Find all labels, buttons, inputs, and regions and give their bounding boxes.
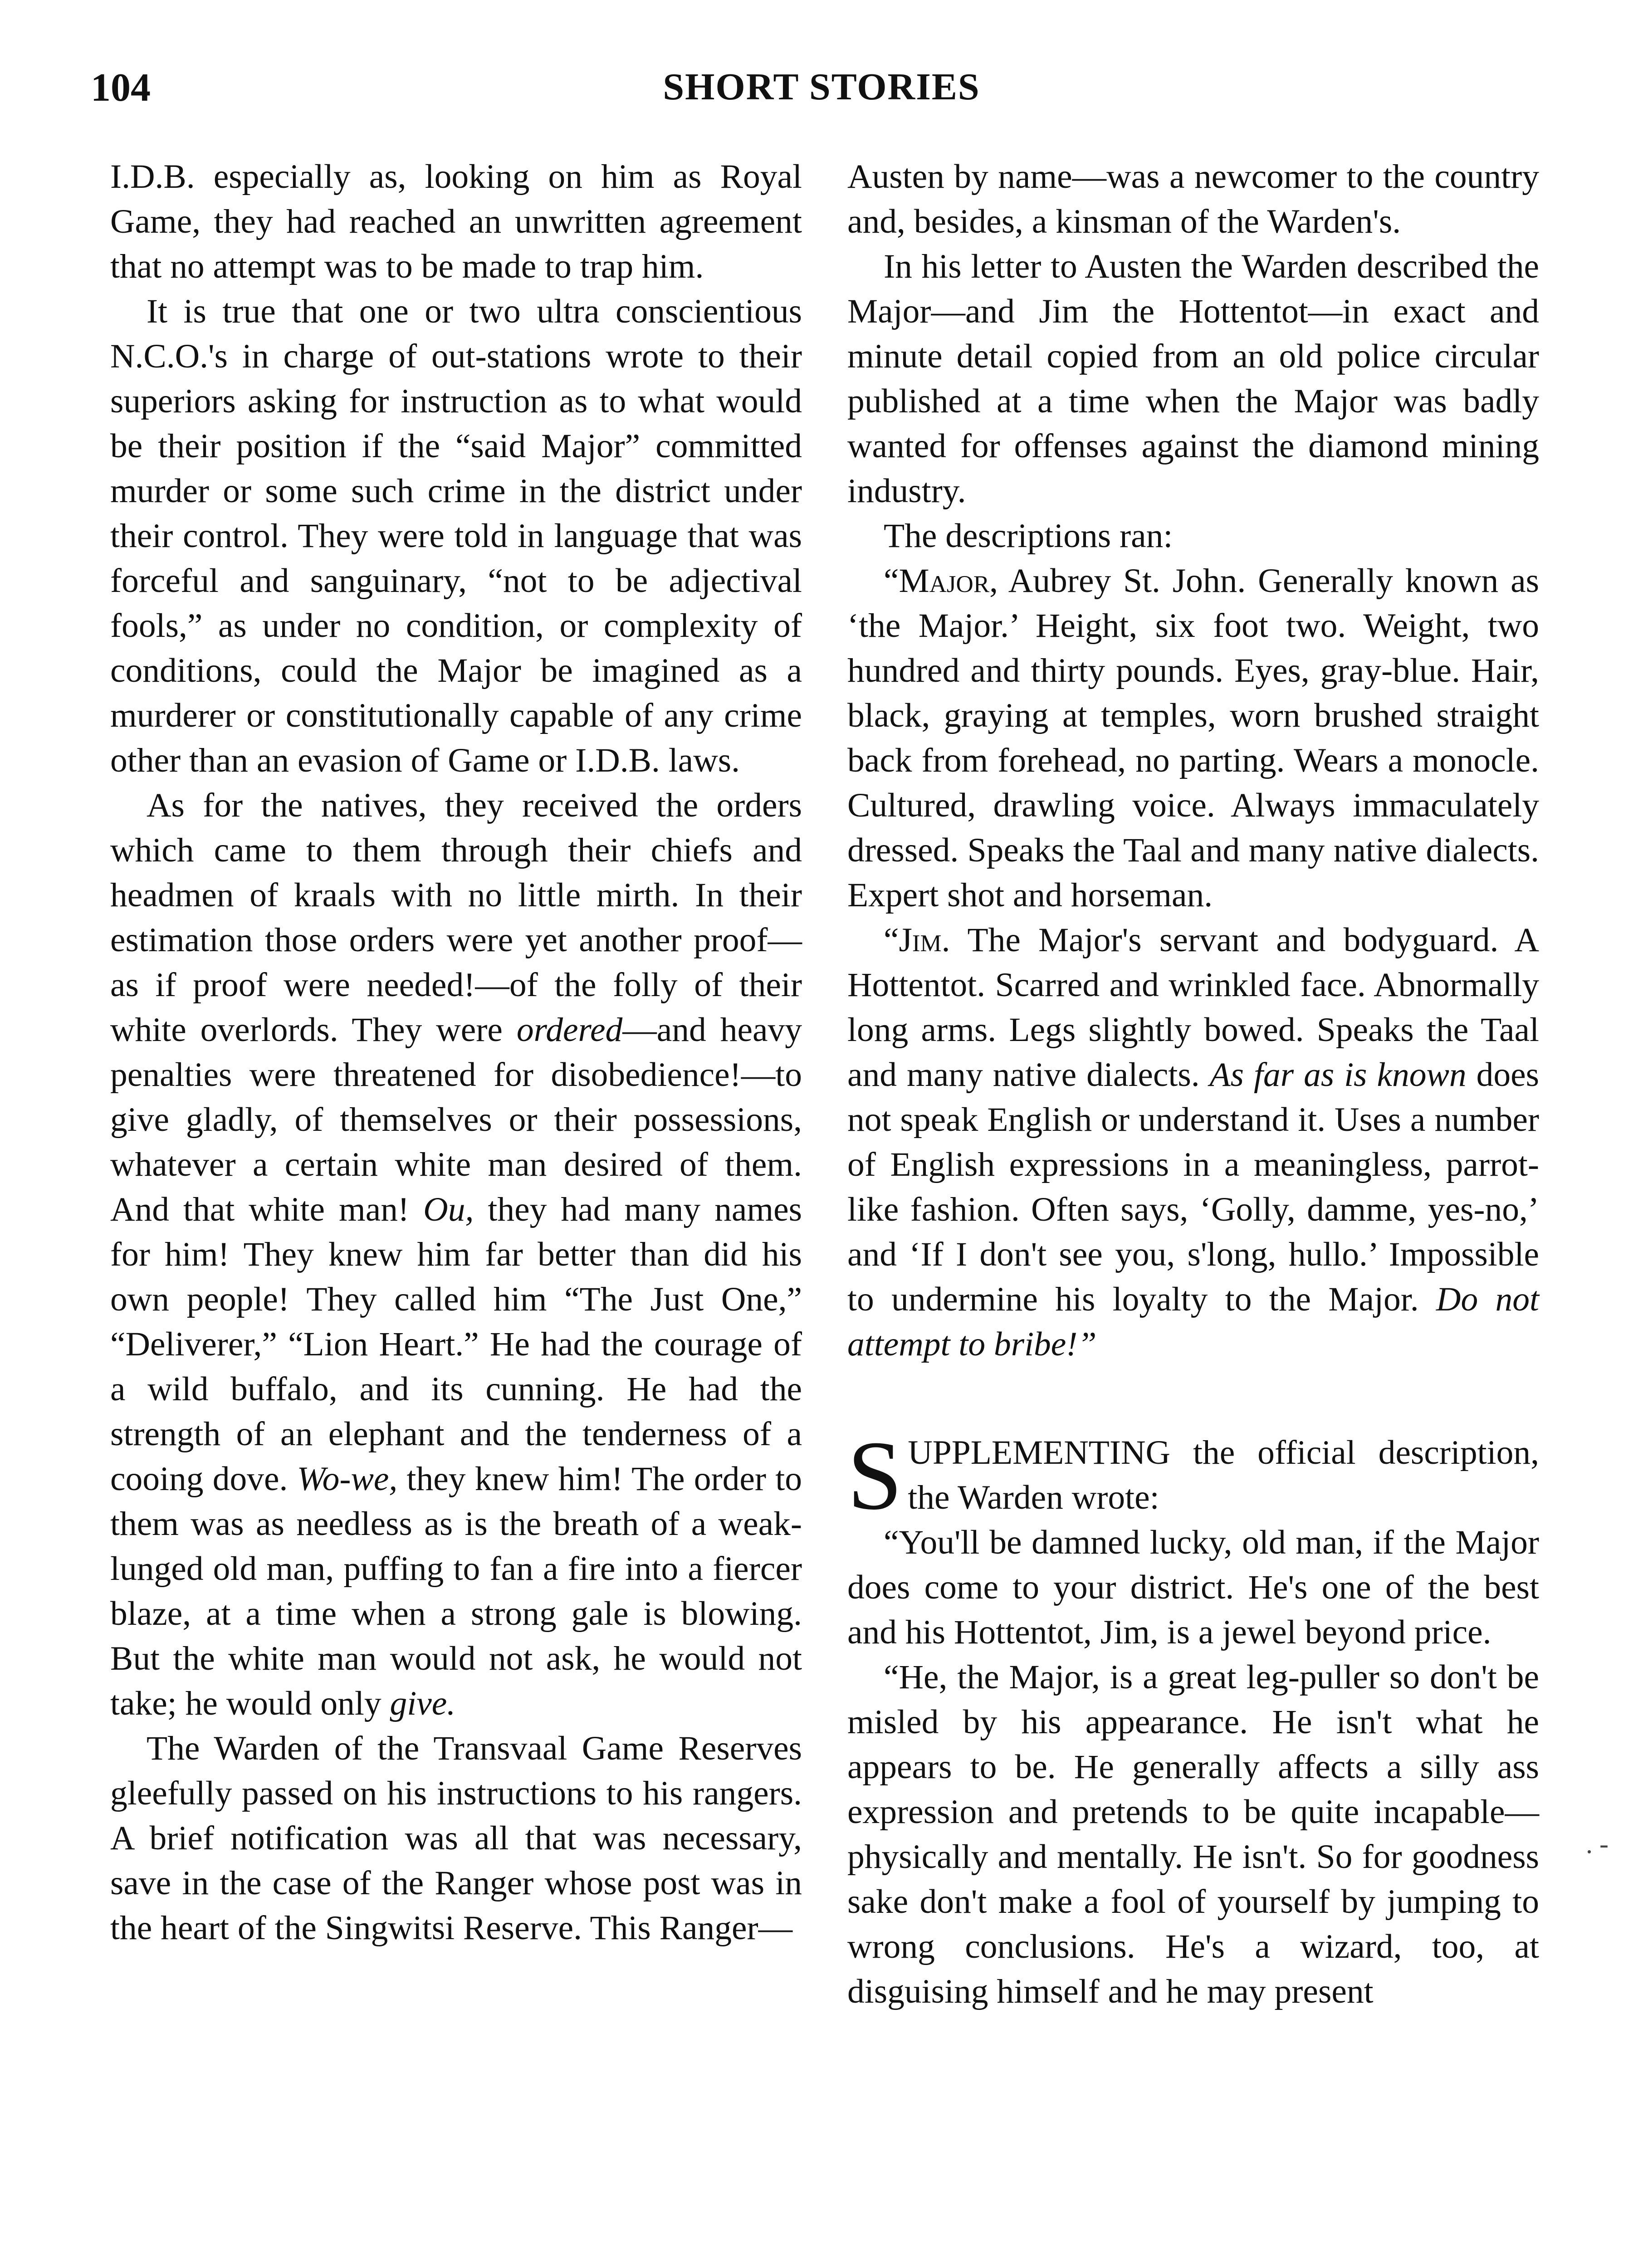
paragraph: The Warden of the Transvaal Game Reserves gleefully passed on his instructions to his rangers. A brief notification was all that was necessary, save in the case of the Ranger whose post was in the heart of the Singwitsi Reserve. This Ranger— — [110, 1730, 802, 1947]
text-run: the official description, the Warden wrote: — [908, 1434, 1539, 1516]
paragraph: Austen by name—was a newcomer to the country and, besides, a kinsman of the Warden's. — [847, 158, 1539, 240]
text-run: they had many names for him! They knew him far better than did his own people! They called him “The Just One,” “Deliverer,” “Lion Heart.” He had the courage of a wild buffalo, and its cunning. He had the strength of an elephant and the tenderness of a cooing dove. — [110, 1191, 802, 1498]
italic-run: Ou, — [423, 1191, 474, 1228]
small-caps-name: Jim. — [899, 921, 950, 959]
paragraph — [847, 558, 1539, 918]
text-run: they knew him! The order to them was as needless as is the breath of a weak-lunged old man, puffing to fan a fire into a fiercer blaze, at a time when a strong gale is blowing. But the white man would not ask, he would not take; he would only — [110, 1460, 802, 1722]
small-caps-name: Major, — [899, 562, 998, 600]
text-run: The Major's servant and bodyguard. A Hottentot. Scarred and wrinkled face. Abnormally long arms. Legs slightly bowed. Speaks the Taal and many native dialects. — [847, 921, 1539, 1094]
lead-word: UPPLEMENTING — [908, 1434, 1171, 1471]
italic-run: give. — [390, 1685, 456, 1722]
paragraph: It is true that one or two ultra conscientious N.C.O.'s in charge of out-stations wrote to their superiors asking for instruction as to what would be their position if the “said Major” committed murder or some such crime in the district under their control. They were told in language that was forceful and sanguinary, “not to be adjectival fools,” as under no condition, or complexity of conditions, could the Major be imagined as a murderer or constitutionally capable of any crime other than an evasion of Game or I.D.B. laws. — [110, 293, 802, 779]
running-head: SHORT STORIES — [663, 66, 980, 108]
left-column — [110, 154, 802, 1950]
drop-cap: S — [847, 1421, 903, 1530]
right-column — [847, 154, 1539, 2014]
text-run: Aubrey St. John. Generally known as ‘the Major.’ Height, six foot two. Weight, two hundred and thirty pounds. Eyes, gray-blue. Hair, black, graying at temples, worn brushed straight back from forehead, no parting. Wears a monocle. Cultured, drawling voice. Always immaculately dressed. Speaks the Taal and many native dialects. Expert shot and horseman. — [847, 562, 1539, 914]
italic-run: Wo-we, — [297, 1460, 398, 1498]
text-run: As for the natives, they received the orders which came to them through their chiefs and headmen of kraals with no little mirth. In their estimation those orders were yet another proof—as if proof were needed!—of the folly of their white overlords. They were — [110, 787, 802, 1049]
italic-run: ordered — [516, 1011, 623, 1049]
section-opening — [847, 1421, 1539, 1530]
text-run: “ — [884, 562, 899, 600]
paragraph — [110, 783, 802, 1726]
paragraph — [847, 918, 1539, 1367]
paragraph: I.D.B. especially as, looking on him as Royal Game, they had reached an unwritten agreement that no attempt was to be made to trap him. — [110, 158, 802, 285]
italic-run: Do not attempt to bribe!” — [847, 1281, 1540, 1363]
paragraph: “You'll be damned lucky, old man, if the Major does come to your district. He's one of the best and his Hottentot, Jim, is a jewel beyond price. — [847, 1524, 1539, 1651]
italic-run: As far as is known — [1209, 1056, 1467, 1094]
page-number: 104 — [91, 66, 151, 110]
text-run: “ — [884, 921, 899, 959]
paragraph: “He, the Major, is a great leg-puller so don't be misled by his appearance. He isn't what he appears to be. He generally affects a silly ass expression and pretends to be quite incapable—physically and mentally. He isn't. So for goodness sake don't make a fool of yourself by jumping to wrong conclusions. He's a wizard, too, at disguising himself and he may present — [847, 1658, 1539, 2010]
paragraph: The descriptions ran: — [884, 517, 1173, 555]
section-break — [847, 1367, 1539, 1430]
text-run: does not speak English or understand it. Uses a number of English expressions in a meaningless, parrot-like fashion. Often says, ‘Golly, damme, yes-no,’ and ‘If I don't see you, s'long, hullo.’ Impossible to undermine his loyalty to the Major. — [847, 1056, 1539, 1318]
paragraph: In his letter to Austen the Warden described the Major—and Jim the Hottentot—in exact and minute detail copied from an old police circular published at a time when the Major was badly wanted for offenses against the diamond mining industry. — [847, 248, 1539, 510]
margin-mark: . - — [1586, 1829, 1609, 1859]
text-run: —and heavy penalties were threatened for disobedience!—to give gladly, of themselves or their possessions, whatever a certain white man desired of them. And that white man! — [110, 1011, 802, 1228]
